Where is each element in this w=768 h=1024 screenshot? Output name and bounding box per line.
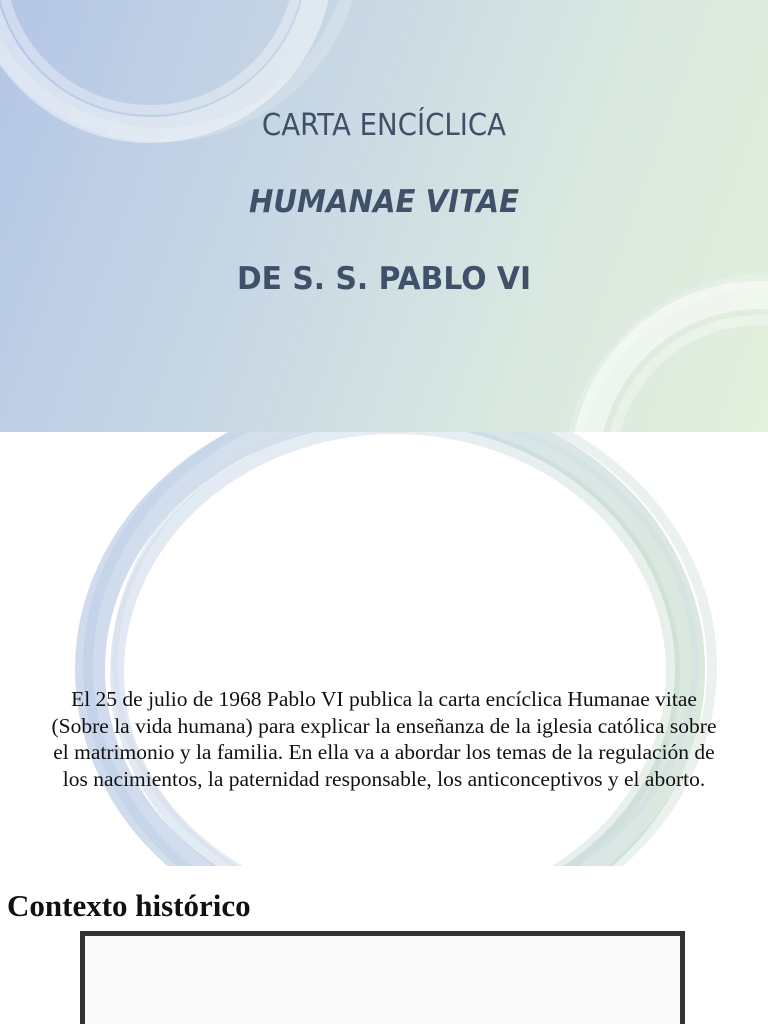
title-slide	[0, 0, 768, 432]
framed-content-box	[80, 931, 685, 1024]
slide-title-line-2: HUMANAE VITAE	[248, 184, 520, 220]
section-heading: Contexto histórico	[7, 888, 251, 923]
content-slide	[0, 432, 768, 866]
slide-title-line-3: DE S. S. PABLO VI	[236, 261, 532, 297]
slide-title-line-1: CARTA ENCÍCLICA	[261, 108, 507, 143]
decorative-rings	[0, 432, 768, 866]
intro-paragraph: El 25 de julio de 1968 Pablo VI publica la carta encíclica Humanae vitae (Sobre la vida humana) para explicar la enseñanza de la iglesia católica sobre el matrimonio y la familia. En ella va a abordar los temas de la regulación de los nacimientos, la paternidad responsable, los anticonceptivos y el aborto.	[51, 687, 717, 791]
